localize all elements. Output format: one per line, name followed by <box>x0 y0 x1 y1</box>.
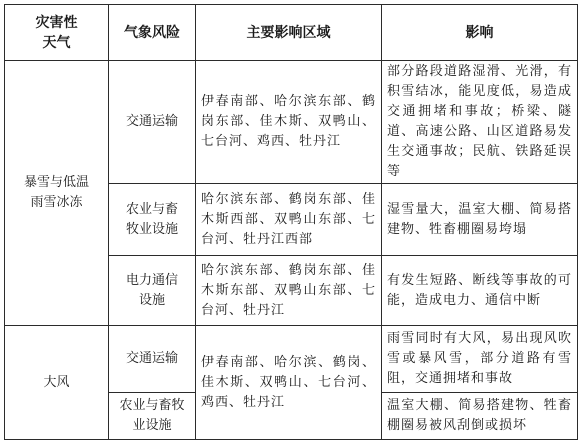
area-cell: 伊春南部、哈尔滨、鹤岗、佳木斯、双鸭山、七台河、鸡西、牡丹江 <box>196 326 382 440</box>
header-impact: 影响 <box>382 5 578 61</box>
area-cell: 哈尔滨东部、鹤岗东部、佳木斯东部、双鸭山东部、七台河、牡丹江 <box>196 256 382 326</box>
header-risk: 气象风险 <box>109 5 196 61</box>
risk-cell: 交通运输 <box>109 326 196 393</box>
area-cell: 伊春南部、哈尔滨东部、鹤岗东部、佳木斯、双鸭山、七台河、鸡西、牡丹江 <box>196 61 382 184</box>
risk-cell: 农业与畜牧 业设施 <box>109 393 196 440</box>
impact-cell: 雨雪同时有大风，易出现风吹雪或暴风雪，部分道路有雪阻，交通拥堵和事故 <box>382 326 578 393</box>
impact-cell: 湿雪量大，温室大棚、简易搭建物、牲畜棚圈易垮塌 <box>382 184 578 256</box>
weather-risk-table <box>4 4 578 440</box>
table-row <box>5 61 578 184</box>
header-area: 主要影响区域 <box>196 5 382 61</box>
impact-cell: 部分路段道路湿滑、光滑，有积雪结冰，能见度低，易造成交通拥堵和事故；桥梁、隧道、高速公路、山区道路易发生交通事故；民航、铁路延误等 <box>382 61 578 184</box>
weather-cell: 大风 <box>5 326 109 440</box>
risk-cell: 交通运输 <box>109 61 196 184</box>
impact-cell: 温室大棚、简易搭建物、牲畜棚圈易被风刮倒或损坏 <box>382 393 578 440</box>
table-header-row <box>5 5 578 61</box>
impact-cell: 有发生短路、断线等事故的可能，造成电力、通信中断 <box>382 256 578 326</box>
area-cell: 哈尔滨东部、鹤岗东部、佳木斯西部、双鸭山东部、七台河、牡丹江西部 <box>196 184 382 256</box>
header-weather: 灾害性 天气 <box>5 5 109 61</box>
risk-cell: 电力通信 设施 <box>109 256 196 326</box>
table-row <box>5 326 578 393</box>
weather-cell: 暴雪与低温 雨雪冰冻 <box>5 61 109 326</box>
risk-cell: 农业与畜 牧业设施 <box>109 184 196 256</box>
